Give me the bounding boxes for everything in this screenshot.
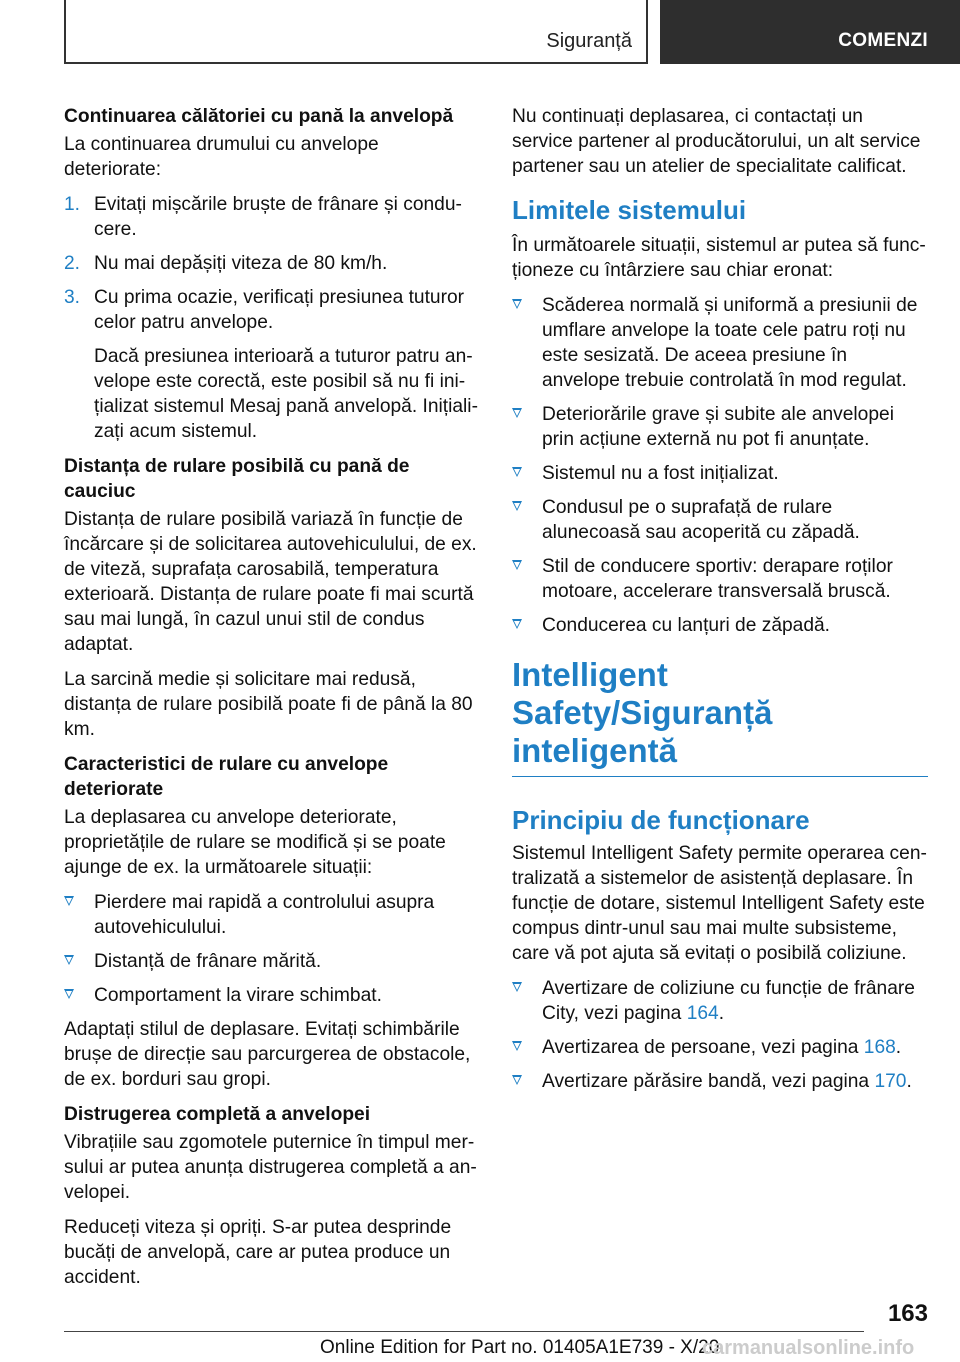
step-text: Nu mai depășiți viteza de 80 km/h.	[94, 253, 388, 274]
step-text: Cu prima ocazie, verificați presiunea tuturor celor patru anvelope.	[94, 287, 465, 333]
paragraph: Distanța de rulare posibilă variază în funcție de încărcare și de solicitarea autovehiculului, de ex. de viteză, suprafața carosabilă, temperatura exterioară. Distanța de rulare poate fi mai scurtă sau mai lungă, în cazul unui stil de condus adaptat.	[64, 509, 477, 655]
step-number: 1.	[64, 194, 81, 215]
list-item: Avertizare părăsire bandă, vezi pagina 170.	[512, 1069, 928, 1094]
steps-list	[64, 192, 480, 335]
bullet-list	[64, 890, 480, 1008]
list-item: Pierdere mai rapidă a controlului asupra autovehiculului.	[64, 890, 480, 940]
triangle-bullet-icon	[512, 560, 522, 570]
heading-tire-destruction: Distrugerea completă a anvelopei	[64, 1104, 371, 1125]
list-item: Condusul pe o suprafață de rulare alunecoasă sau acoperită cu zăpadă.	[512, 495, 928, 545]
limits-list	[512, 293, 928, 638]
heading-principle: Principiu de funcționare	[512, 805, 810, 835]
paragraph: Vibrațiile sau zgomotele puternice în timpul mersului ar putea anunța distrugerea completă a anvelopei.	[64, 1132, 477, 1203]
chapter-tab[interactable]	[660, 0, 960, 64]
triangle-bullet-icon	[512, 982, 522, 992]
triangle-bullet-icon	[512, 299, 522, 309]
triangle-bullet-icon	[512, 408, 522, 418]
header-section-box	[64, 0, 648, 64]
section-title: Siguranță	[546, 30, 632, 52]
edition-text: Online Edition for Part no. 01405A1E739 - X/20	[320, 1337, 720, 1358]
step-text: Evitați mișcările bruște de frânare și conducere.	[94, 194, 462, 240]
references-list	[512, 976, 928, 1094]
list-item: Deteriorările grave și subite ale anvelopei prin acțiune externă nu pot fi anunțate.	[512, 402, 928, 452]
list-item	[64, 192, 480, 242]
footer-divider	[64, 1331, 864, 1332]
heading-system-limits: Limitele sistemului	[512, 195, 747, 225]
list-item: Avertizarea de persoane, vezi pagina 168.	[512, 1035, 928, 1060]
list-item: Avertizare de coliziune cu funcție de frânare City, vezi pagina 164.	[512, 976, 928, 1026]
list-item	[64, 285, 480, 335]
paragraph: În următoarele situații, sistemul ar putea să funcționeze cu întârziere sau chiar eronat:	[512, 235, 926, 281]
paragraph: La continuarea drumului cu anvelope deteriorate:	[64, 134, 379, 180]
watermark: carmanualsonline.info	[702, 1337, 915, 1359]
heading-continue-with-flat: Continuarea călătoriei cu pană la anvelopă	[64, 106, 454, 127]
paragraph: Reduceți viteza și opriți. S-ar putea desprinde bucăți de anvelopă, care ar putea produce un accident.	[64, 1217, 452, 1288]
page-link[interactable]: 170	[874, 1071, 907, 1092]
paragraph: La deplasarea cu anvelope deteriorate, proprietățile de rulare se modifică și se poate ajunge de ex. la următoarele situații:	[64, 807, 446, 878]
list-item: Scăderea normală și uniformă a presiunii de umflare anvelope la toate cele patru roți nu este sesizată. De aceea presiune în anvelope trebuie controlată în mod regulat.	[512, 293, 928, 393]
chapter-tab-label: COMENZI	[838, 30, 928, 51]
page-number: 163	[887, 1300, 928, 1327]
list-item	[64, 251, 480, 276]
paragraph: Adaptați stilul de deplasare. Evitați schimbările brușe de direcție sau parcurgerea de obstacole, de ex. borduri sau gropi.	[64, 1019, 471, 1090]
page-link[interactable]: 168	[863, 1037, 896, 1058]
step-note: Dacă presiunea interioară a tuturor patru anvelope este corectă, este posibil să nu fi inițializat sistemul Mesaj pană anvelopă. Inițializați acum sistemul.	[94, 346, 478, 442]
left-column	[64, 104, 480, 1300]
paragraph: Nu continuați deplasarea, ci contactați un service partener al producătorului, un alt service partener sau un atelier de specialitate calificat.	[512, 106, 921, 177]
heading-driving-characteristics: Caracteristici de rulare cu anvelope deteriorate	[64, 754, 389, 800]
heading-range: Distanța de rulare posibilă cu pană de cauciuc	[64, 456, 410, 502]
triangle-bullet-icon	[512, 1075, 522, 1085]
step-number: 3.	[64, 287, 81, 308]
list-item: Conducerea cu lanțuri de zăpadă.	[512, 613, 928, 638]
list-item: Comportament la virare schimbat.	[64, 983, 480, 1008]
triangle-bullet-icon	[512, 501, 522, 511]
step-number: 2.	[64, 253, 81, 274]
triangle-bullet-icon	[64, 989, 74, 999]
paragraph: Sistemul Intelligent Safety permite operarea centralizată a sistemelor de asistență deplasare. În funcție de dotare, sistemul Intelligent Safety este compus dintr-unul sau mai multe subsisteme, care vă pot ajuta să evitați o posibilă coliziune.	[512, 843, 927, 964]
list-item: Sistemul nu a fost inițializat.	[512, 461, 928, 486]
right-column	[512, 104, 928, 1103]
paragraph: La sarcină medie și solicitare mai redusă, distanța de rulare posibilă poate fi de până la 80 km.	[64, 669, 473, 740]
triangle-bullet-icon	[64, 896, 74, 906]
page-link[interactable]: 164	[686, 1003, 719, 1024]
triangle-bullet-icon	[512, 467, 522, 477]
triangle-bullet-icon	[512, 619, 522, 629]
chapter-heading-intelligent-safety: Intelligent Safety/Siguranță inteligentă	[512, 656, 928, 777]
list-item: Stil de conducere sportiv: derapare roților motoare, accelerare transversală bruscă.	[512, 554, 928, 604]
triangle-bullet-icon	[64, 955, 74, 965]
triangle-bullet-icon	[512, 1041, 522, 1051]
list-item: Distanță de frânare mărită.	[64, 949, 480, 974]
